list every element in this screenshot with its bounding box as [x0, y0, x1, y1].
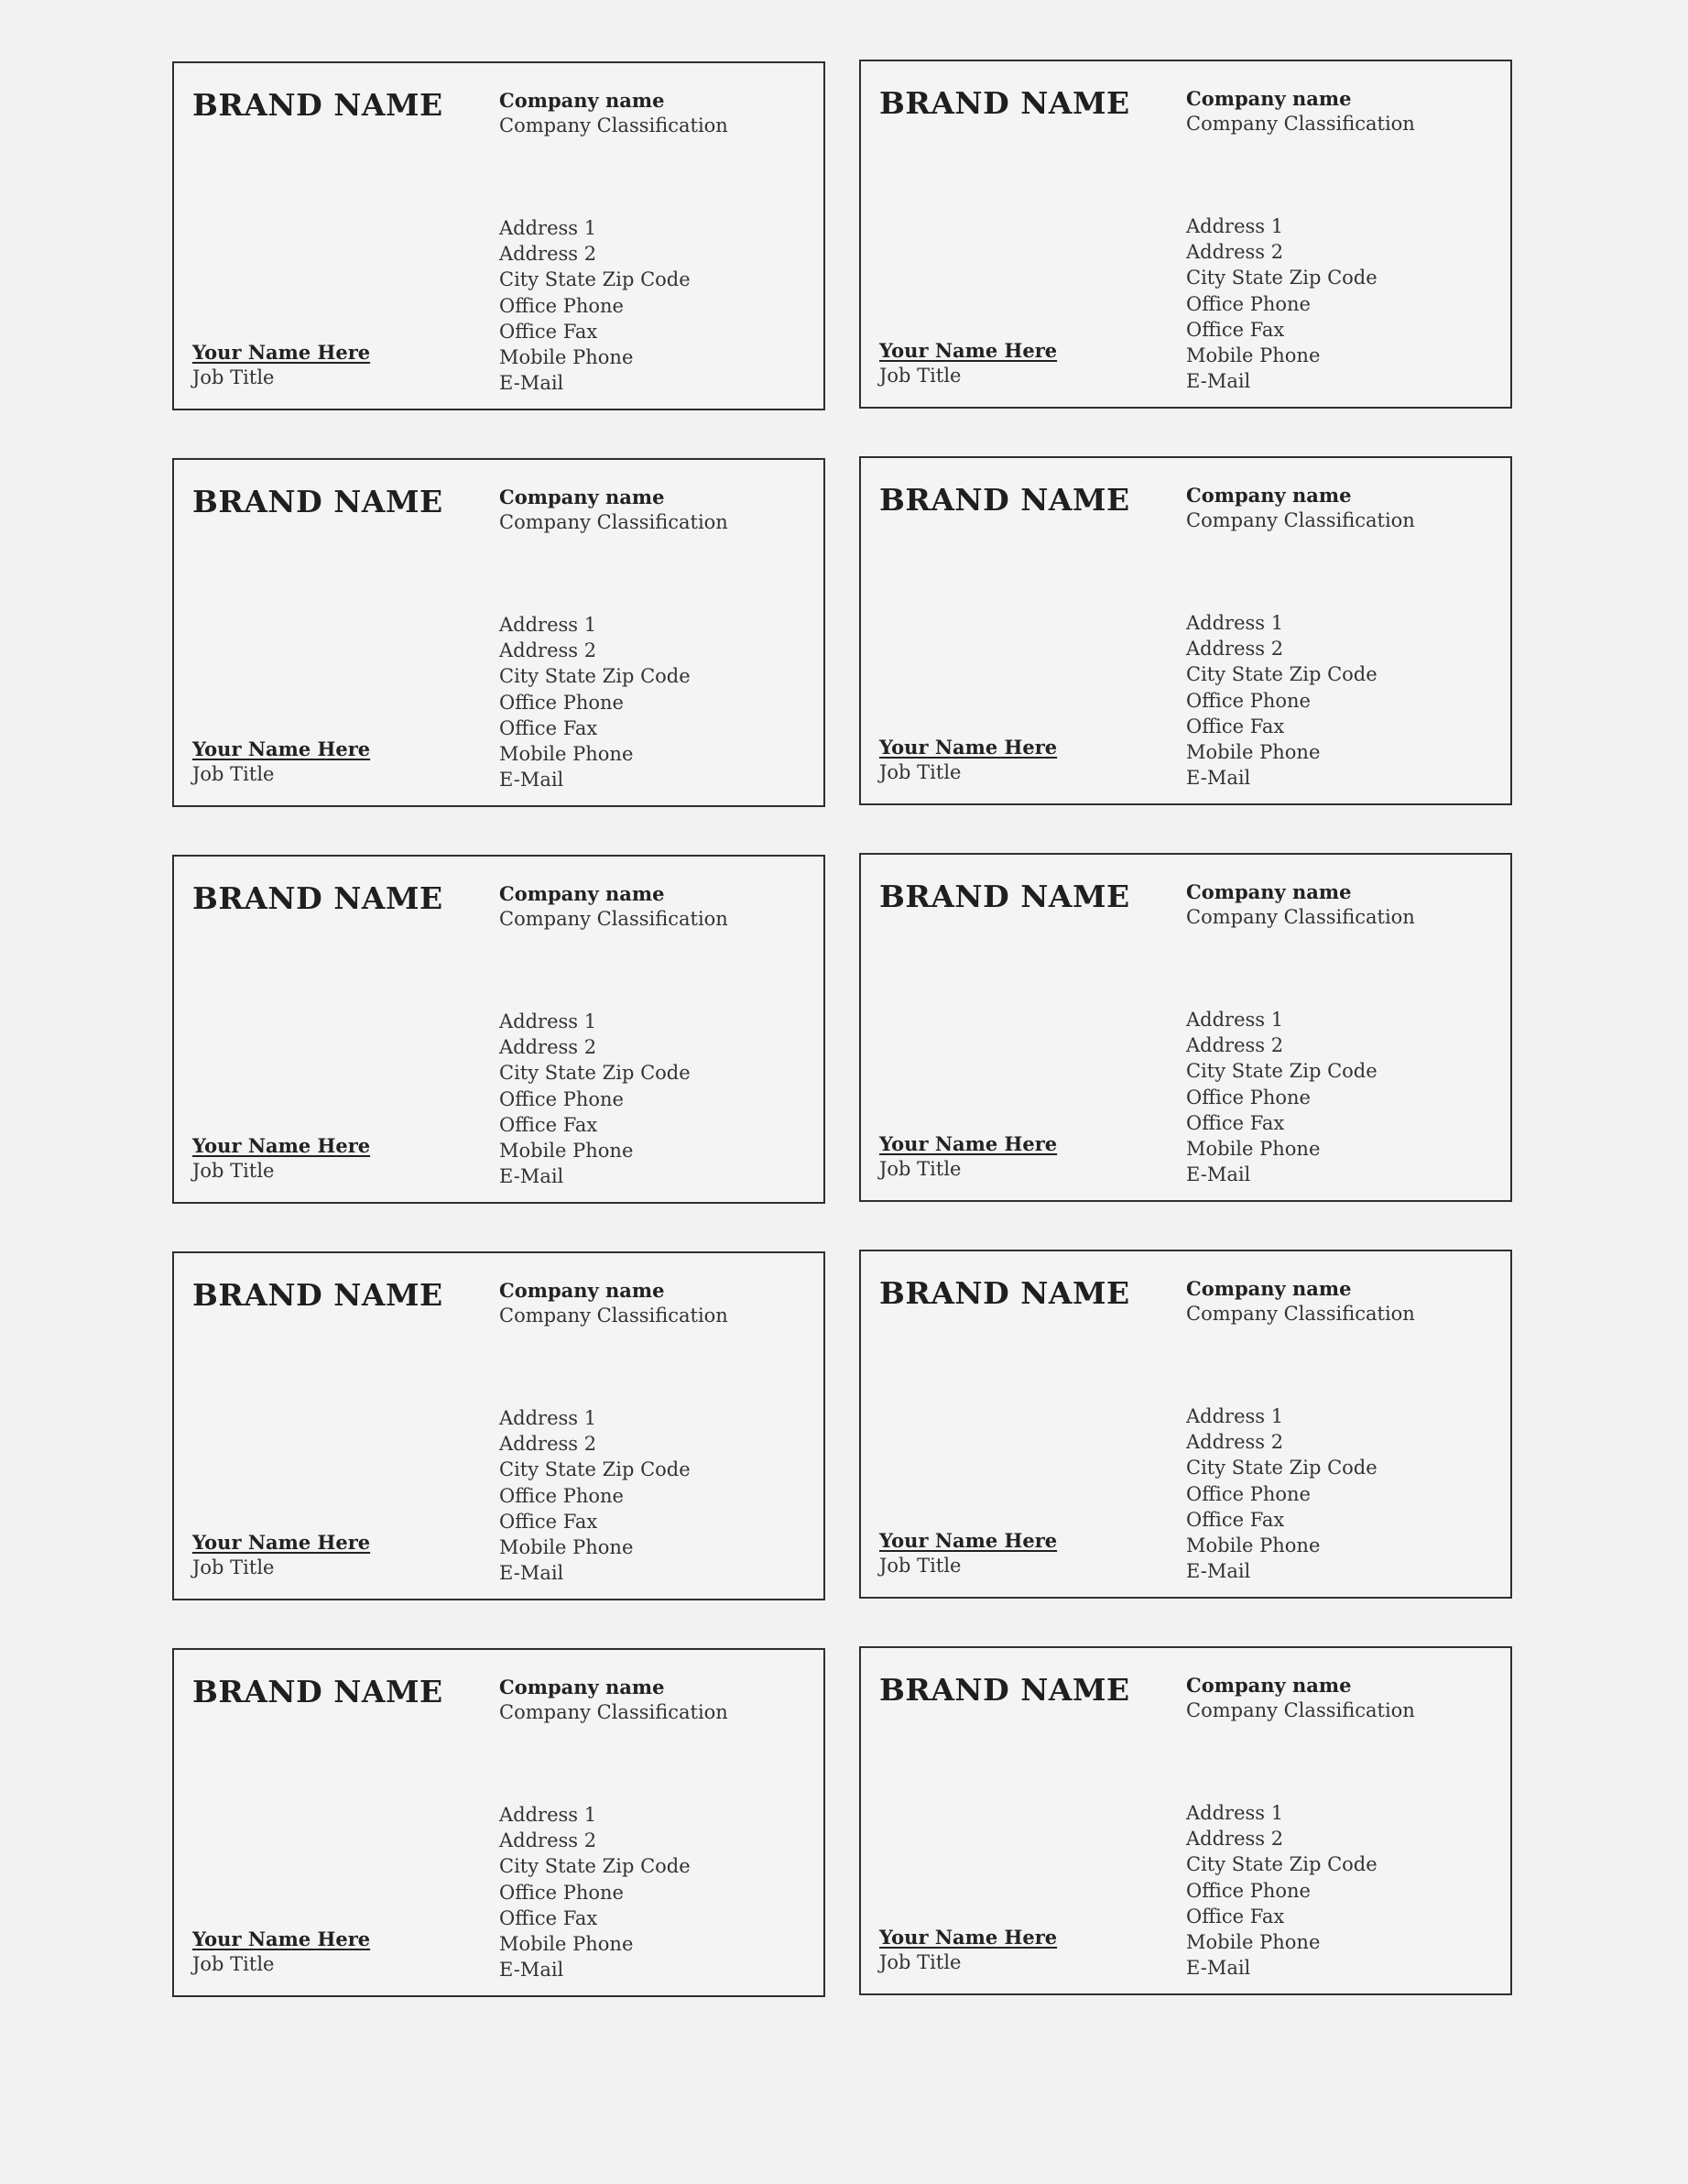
business-card-5 — [172, 855, 825, 1204]
business-card-1 — [172, 61, 825, 410]
company-name: Company name — [1186, 87, 1352, 110]
address-1: Address 1 — [1186, 1405, 1284, 1427]
email: E-Mail — [499, 1959, 564, 1982]
company-classification: Company Classification — [1186, 906, 1415, 928]
mobile-phone: Mobile Phone — [1186, 1138, 1321, 1161]
office-fax: Office Fax — [499, 320, 598, 343]
job-title: Job Title — [879, 365, 962, 387]
company-name: Company name — [1186, 1277, 1352, 1300]
office-fax: Office Fax — [1186, 1508, 1285, 1531]
brand-name: BRAND NAME — [879, 879, 1130, 914]
mobile-phone: Mobile Phone — [499, 1140, 634, 1163]
office-phone: Office Phone — [1186, 1086, 1311, 1108]
company-classification: Company Classification — [1186, 1699, 1415, 1721]
contact-details — [499, 215, 691, 396]
job-title: Job Title — [879, 761, 962, 783]
office-phone: Office Phone — [499, 691, 624, 714]
job-title: Job Title — [192, 1556, 275, 1578]
office-fax: Office Fax — [1186, 715, 1285, 737]
business-card-9 — [172, 1648, 825, 1997]
mobile-phone: Mobile Phone — [1186, 344, 1321, 367]
office-fax: Office Fax — [499, 716, 598, 739]
person-name: Your Name Here — [192, 1927, 371, 1950]
city-state-zip: City State Zip Code — [499, 1458, 691, 1481]
company-classification: Company Classification — [1186, 509, 1415, 531]
business-card-2 — [859, 60, 1512, 409]
city-state-zip: City State Zip Code — [1186, 1457, 1378, 1480]
job-title: Job Title — [192, 763, 275, 785]
person-name: Your Name Here — [879, 736, 1058, 759]
address-2: Address 2 — [499, 1036, 597, 1059]
job-title: Job Title — [192, 1953, 275, 1975]
contact-details — [499, 1009, 691, 1189]
email: E-Mail — [499, 769, 564, 792]
contact-details — [1186, 1800, 1378, 1981]
office-fax: Office Fax — [1186, 1905, 1285, 1927]
address-2: Address 2 — [499, 1433, 597, 1456]
address-2: Address 2 — [1186, 1431, 1284, 1454]
contact-details — [499, 612, 691, 792]
job-title: Job Title — [192, 366, 275, 388]
office-fax: Office Fax — [1186, 1111, 1285, 1134]
address-2: Address 2 — [499, 639, 597, 662]
address-1: Address 1 — [499, 614, 597, 636]
office-phone: Office Phone — [499, 1087, 624, 1110]
office-phone: Office Phone — [499, 1484, 624, 1507]
job-title: Job Title — [879, 1951, 962, 1973]
brand-name: BRAND NAME — [879, 85, 1130, 121]
brand-name: BRAND NAME — [192, 880, 443, 916]
company-name: Company name — [499, 882, 665, 905]
email: E-Mail — [499, 1562, 564, 1585]
email: E-Mail — [499, 1165, 564, 1188]
brand-name: BRAND NAME — [192, 1277, 443, 1313]
company-name: Company name — [499, 1279, 665, 1302]
address-1: Address 1 — [1186, 215, 1284, 237]
company-classification: Company Classification — [499, 115, 728, 136]
mobile-phone: Mobile Phone — [499, 346, 634, 369]
address-2: Address 2 — [1186, 241, 1284, 264]
company-classification: Company Classification — [499, 908, 728, 930]
brand-name: BRAND NAME — [879, 1275, 1130, 1311]
address-1: Address 1 — [1186, 612, 1284, 634]
address-1: Address 1 — [499, 1804, 597, 1826]
job-title: Job Title — [879, 1158, 962, 1180]
company-classification: Company Classification — [499, 1305, 728, 1327]
city-state-zip: City State Zip Code — [1186, 663, 1378, 686]
city-state-zip: City State Zip Code — [499, 665, 691, 688]
address-1: Address 1 — [499, 217, 597, 239]
brand-name: BRAND NAME — [192, 87, 443, 123]
person-name: Your Name Here — [192, 1531, 371, 1554]
office-fax: Office Fax — [1186, 318, 1285, 341]
contact-details — [1186, 610, 1378, 791]
company-classification: Company Classification — [1186, 1303, 1415, 1325]
contact-details — [1186, 213, 1378, 394]
office-phone: Office Phone — [1186, 292, 1311, 315]
city-state-zip: City State Zip Code — [499, 1062, 691, 1085]
office-fax: Office Fax — [499, 1510, 598, 1533]
company-name: Company name — [499, 89, 665, 112]
person-name: Your Name Here — [192, 341, 371, 364]
business-card-4 — [859, 456, 1512, 805]
contact-details — [1186, 1403, 1378, 1584]
business-card-6 — [859, 853, 1512, 1202]
person-name: Your Name Here — [879, 1529, 1058, 1552]
address-1: Address 1 — [1186, 1009, 1284, 1031]
job-title: Job Title — [192, 1160, 275, 1182]
person-name: Your Name Here — [879, 339, 1058, 362]
address-1: Address 1 — [499, 1010, 597, 1032]
company-name: Company name — [499, 1676, 665, 1698]
office-phone: Office Phone — [1186, 1879, 1311, 1902]
city-state-zip: City State Zip Code — [1186, 267, 1378, 289]
mobile-phone: Mobile Phone — [1186, 1931, 1321, 1954]
mobile-phone: Mobile Phone — [499, 1933, 634, 1956]
mobile-phone: Mobile Phone — [499, 1536, 634, 1559]
address-1: Address 1 — [1186, 1802, 1284, 1824]
office-fax: Office Fax — [499, 1113, 598, 1136]
person-name: Your Name Here — [879, 1132, 1058, 1155]
email: E-Mail — [499, 372, 564, 395]
contact-details — [1186, 1007, 1378, 1187]
company-name: Company name — [1186, 484, 1352, 507]
address-2: Address 2 — [1186, 638, 1284, 661]
address-2: Address 2 — [1186, 1034, 1284, 1057]
email: E-Mail — [1186, 1957, 1251, 1980]
company-classification: Company Classification — [499, 1701, 728, 1723]
business-card-7 — [172, 1251, 825, 1600]
brand-name: BRAND NAME — [879, 1672, 1130, 1708]
city-state-zip: City State Zip Code — [499, 1855, 691, 1878]
brand-name: BRAND NAME — [879, 482, 1130, 518]
city-state-zip: City State Zip Code — [1186, 1853, 1378, 1876]
mobile-phone: Mobile Phone — [499, 743, 634, 766]
company-name: Company name — [1186, 880, 1352, 903]
business-card-10 — [859, 1646, 1512, 1995]
company-classification: Company Classification — [499, 511, 728, 533]
person-name: Your Name Here — [192, 737, 371, 760]
email: E-Mail — [1186, 767, 1251, 790]
office-phone: Office Phone — [499, 1881, 624, 1904]
city-state-zip: City State Zip Code — [499, 268, 691, 291]
office-phone: Office Phone — [499, 294, 624, 317]
office-fax: Office Fax — [499, 1906, 598, 1929]
company-name: Company name — [499, 486, 665, 508]
brand-name: BRAND NAME — [192, 484, 443, 519]
contact-details — [499, 1802, 691, 1982]
mobile-phone: Mobile Phone — [1186, 741, 1321, 764]
person-name: Your Name Here — [879, 1926, 1058, 1949]
contact-details — [499, 1405, 691, 1586]
address-2: Address 2 — [1186, 1828, 1284, 1851]
office-phone: Office Phone — [1186, 689, 1311, 712]
address-2: Address 2 — [499, 1829, 597, 1852]
email: E-Mail — [1186, 370, 1251, 393]
address-1: Address 1 — [499, 1407, 597, 1429]
address-2: Address 2 — [499, 243, 597, 266]
company-name: Company name — [1186, 1674, 1352, 1697]
email: E-Mail — [1186, 1560, 1251, 1583]
job-title: Job Title — [879, 1555, 962, 1577]
person-name: Your Name Here — [192, 1134, 371, 1157]
company-classification: Company Classification — [1186, 113, 1415, 135]
office-phone: Office Phone — [1186, 1482, 1311, 1505]
business-card-8 — [859, 1250, 1512, 1599]
brand-name: BRAND NAME — [192, 1674, 443, 1709]
email: E-Mail — [1186, 1163, 1251, 1186]
business-card-3 — [172, 458, 825, 807]
mobile-phone: Mobile Phone — [1186, 1534, 1321, 1557]
city-state-zip: City State Zip Code — [1186, 1060, 1378, 1083]
